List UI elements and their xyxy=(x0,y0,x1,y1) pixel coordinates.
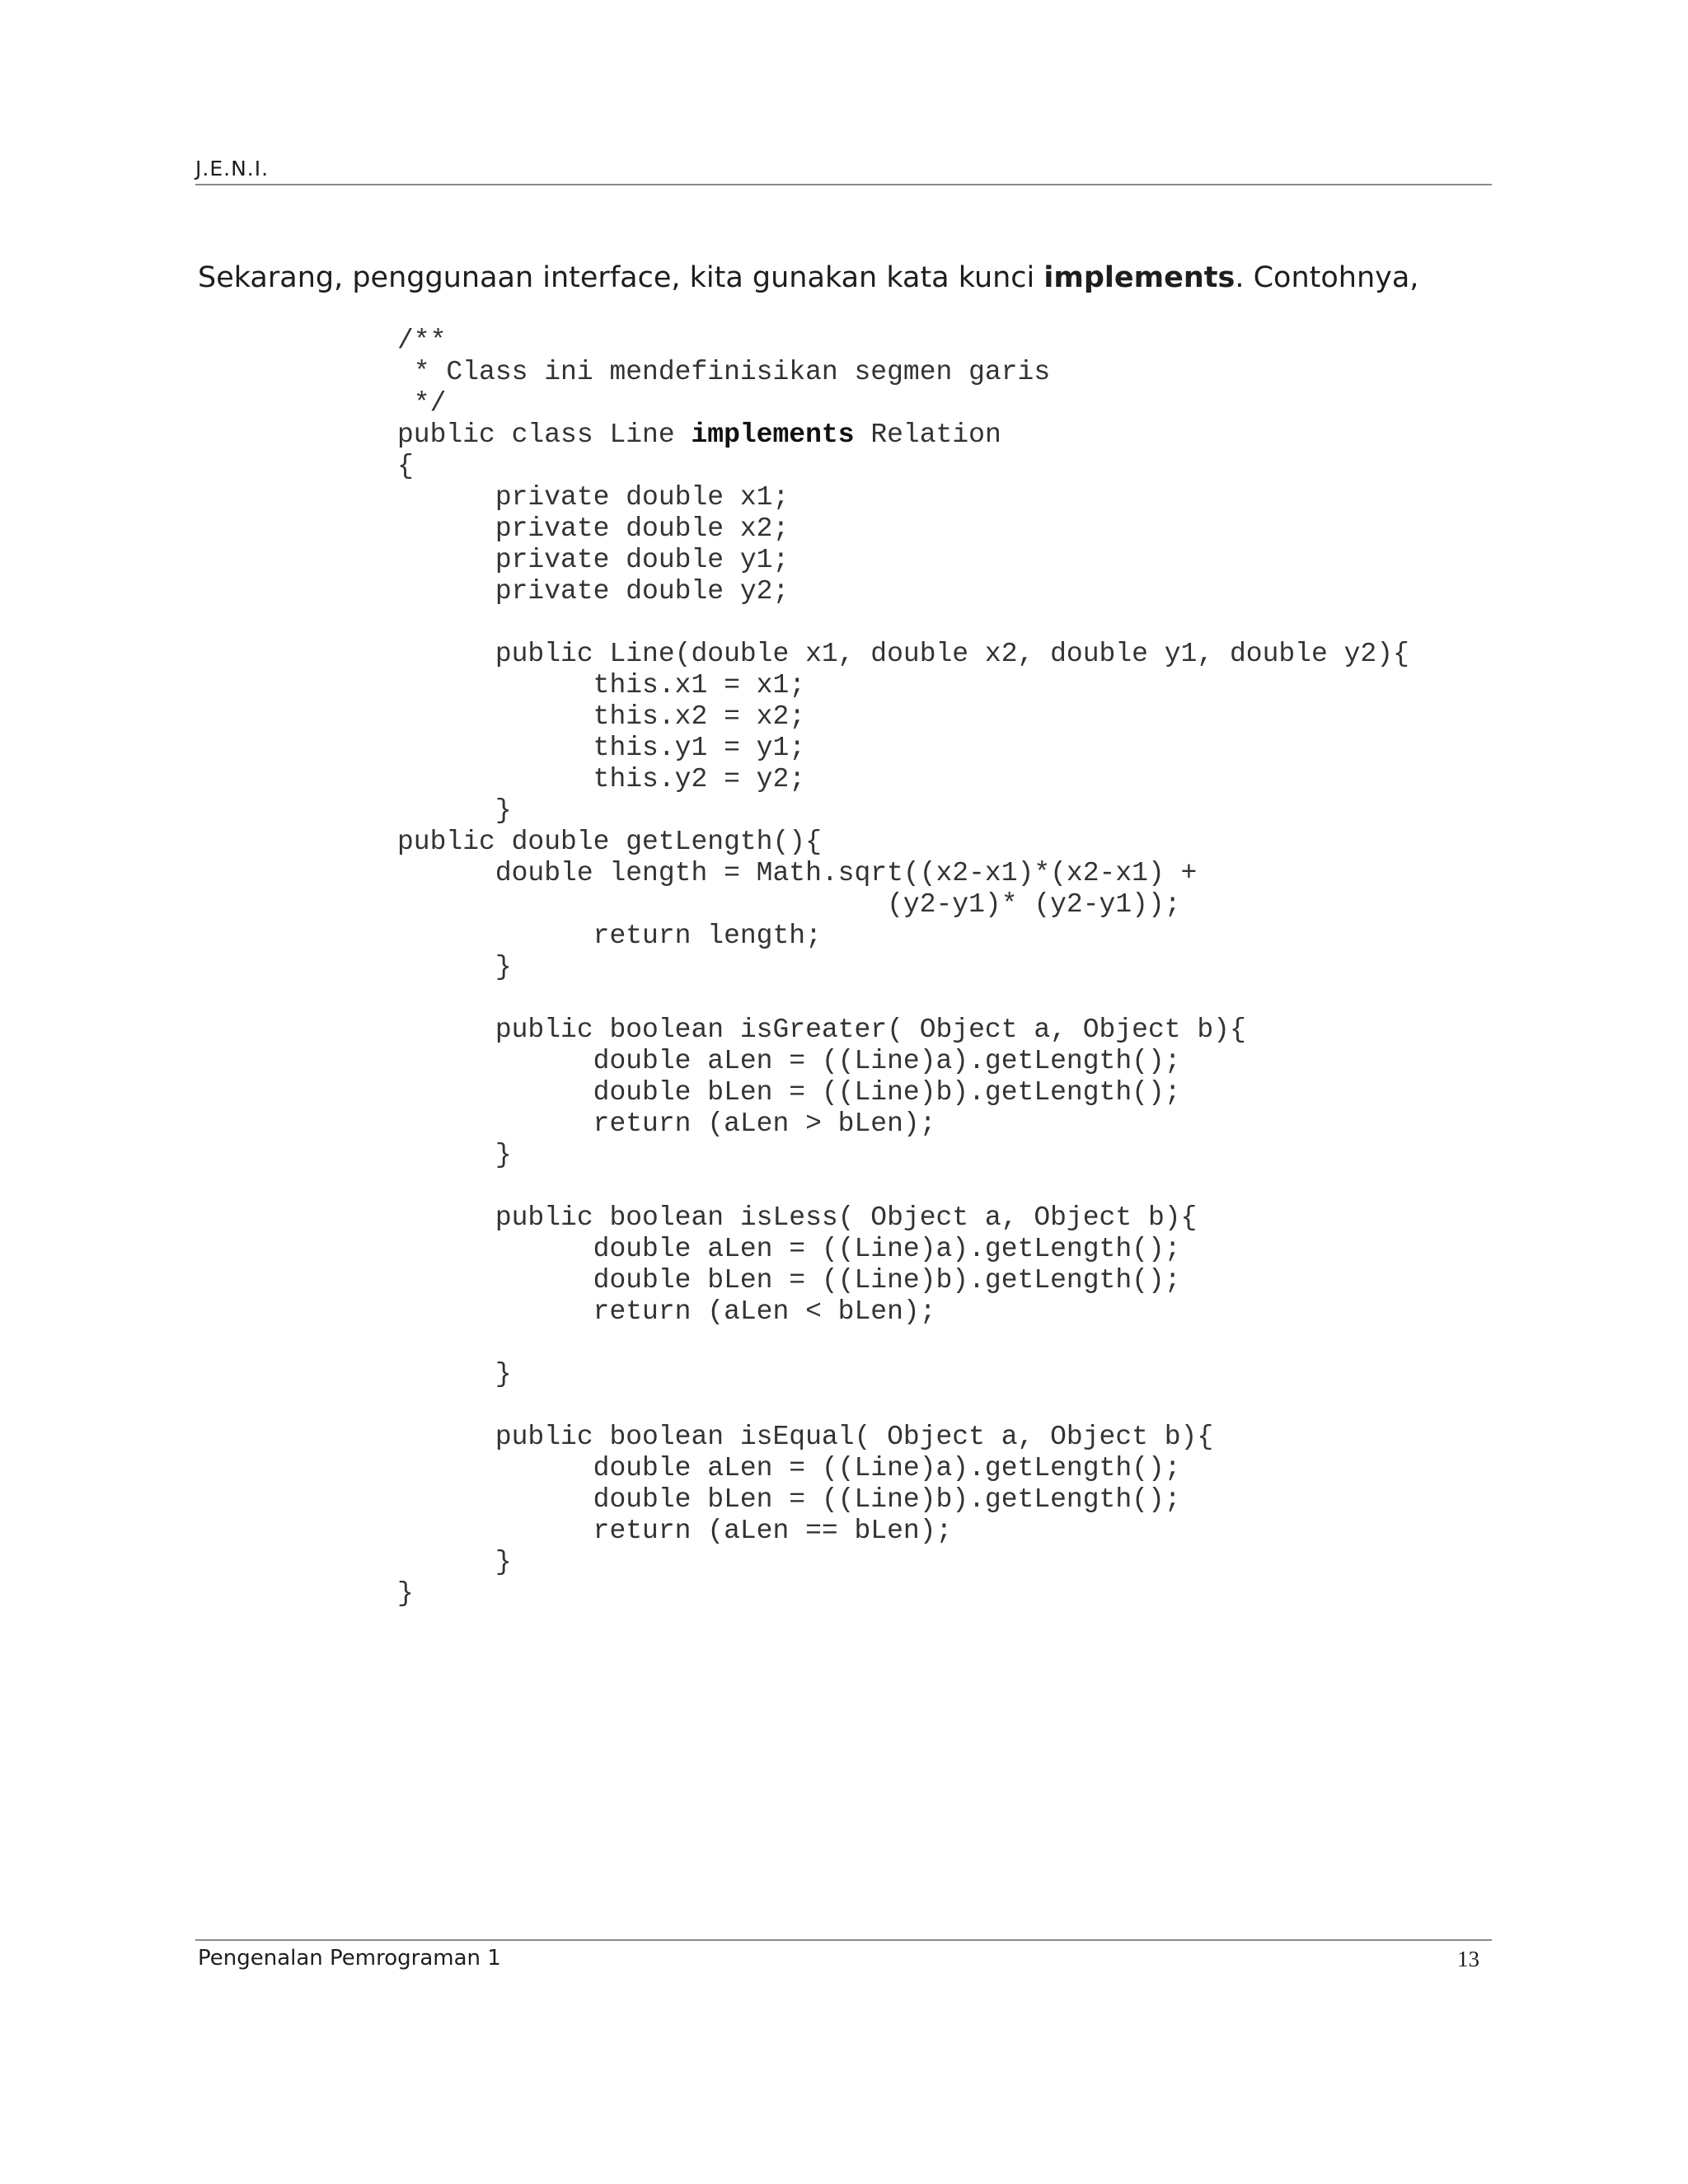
intro-keyword: implements xyxy=(1043,261,1236,294)
footer-title: Pengenalan Pemrograman 1 xyxy=(198,1946,501,1971)
code-listing xyxy=(397,326,1409,1610)
footer-divider xyxy=(195,1939,1492,1941)
code-after-keyword: Relation { private double x1; private double x2; private double y1; private double y2; public Line(double x1, double x2, double y1, double y2){ this.x1 = x1; this.x2 = x2; this.y1 = y1; this.y2 = y2; } public double getLength(){ double length = Math.sqrt((x2-x1)*(x2-x1) + (y2-y1)* (y2-y1)); return length; } public boolean isGreater( Object a, Object b){ double aLen = ((Line)a).getLength(); double bLen = ((Line)b).getLength(); return (aLen > bLen); } public boolean isLess( Object a, Object b){ double aLen = ((Line)a).getLength(); double bLen = ((Line)b).getLength(); return (aLen < bLen); } public boolean isEqual( Object a, Object b){ double aLen = ((Line)a).getLength(); double bLen = ((Line)b).getLength(); return (aLen == bLen); } } xyxy=(397,419,1409,1609)
code-before-keyword: /** * Class ini mendefinisikan segmen garis */ public class Line xyxy=(397,326,1051,450)
page-number: 13 xyxy=(1457,1947,1479,1971)
header-divider xyxy=(195,184,1492,185)
page-header: J.E.N.I. xyxy=(195,157,270,180)
intro-paragraph xyxy=(198,260,1418,296)
code-keyword: implements xyxy=(691,419,855,450)
intro-text-after: . Contohnya, xyxy=(1235,261,1419,294)
intro-text-before: Sekarang, penggunaan interface, kita gunakan kata kunci xyxy=(198,261,1044,294)
